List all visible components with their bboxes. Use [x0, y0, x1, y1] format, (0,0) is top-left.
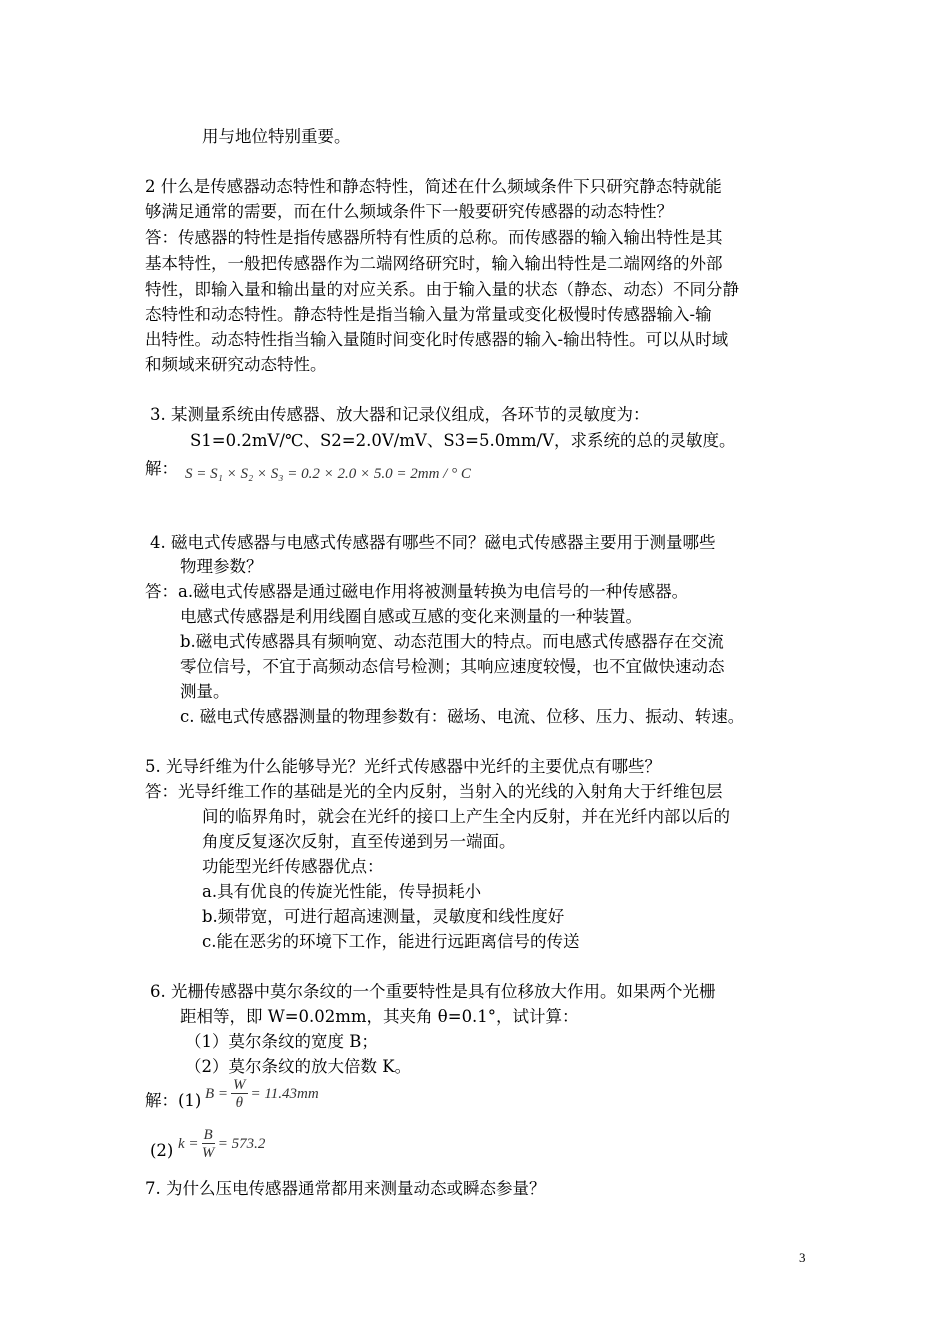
text-line: a.具有优良的传旋光性能，传导损耗小 [202, 882, 482, 901]
formula-sensitivity: S = S₁ × S₂ × S₃ = 0.2 × 2.0 × 5.0 = 2mm / ° C [185, 466, 471, 482]
solution-label: 解： [145, 459, 178, 478]
text-line: 态特性和动态特性。静态特性是指当输入量为常量或变化极慢时传感器输入-输 [145, 305, 712, 324]
text-line: 零位信号，不宜于高频动态信号检测；其响应速度较慢，也不宜做快速动态 [180, 657, 725, 676]
text-line: b.磁电式传感器具有频响宽、动态范围大的特点。而电感式传感器存在交流 [180, 632, 724, 651]
question-2: 2 什么是传感器动态特性和静态特性，简述在什么频域条件下只研究静态特就能 [145, 177, 722, 196]
solution-label: (2) [150, 1141, 174, 1160]
page-number: 3 [799, 1250, 806, 1265]
formula-moire-width [205, 1077, 319, 1112]
numerator: W [233, 1077, 246, 1093]
fraction [202, 1127, 215, 1162]
question-6: 6. 光栅传感器中莫尔条纹的一个重要特性是具有位移放大作用。如果两个光栅 [150, 982, 716, 1001]
text-line: 特性，即输入量和输出量的对应关系。由于输入量的状态（静态、动态）不同分静 [145, 280, 739, 299]
text-line: 电感式传感器是利用线圈自感或互感的变化来测量的一种装置。 [180, 607, 642, 626]
text-line: 物理参数？ [180, 557, 263, 576]
text-line: c. 磁电式传感器测量的物理参数有：磁场、电流、位移、压力、振动、转速。 [180, 707, 745, 726]
question-5: 5. 光导纤维为什么能够导光？光纤式传感器中光纤的主要优点有哪些？ [145, 757, 661, 776]
text-line: c.能在恶劣的环境下工作，能进行远距离信号的传送 [202, 932, 580, 951]
formula-rhs: = 573.2 [217, 1135, 266, 1152]
question-7: 7. 为什么压电传感器通常都用来测量动态或瞬态参量？ [145, 1179, 546, 1198]
fraction [231, 1077, 248, 1112]
denominator: W [201, 1145, 215, 1161]
question-4: 4. 磁电式传感器与电感式传感器有哪些不同？磁电式传感器主要用于测量哪些 [150, 533, 716, 552]
text-line: 测量。 [180, 682, 230, 701]
text-line: 出特性。动态特性指当输入量随时间变化时传感器的输入-输出特性。可以从时域 [145, 330, 729, 349]
text-line: 基本特性，一般把传感器作为二端网络研究时，输入输出特性是二端网络的外部 [145, 254, 723, 273]
text-line: 够满足通常的需要，而在什么频域条件下一般要研究传感器的动态特性？ [145, 202, 673, 221]
question-3: 3. 某测量系统由传感器、放大器和记录仪组成，各环节的灵敏度为： [150, 405, 650, 424]
formula-rhs: = 11.43mm [250, 1085, 319, 1102]
text-line: 和频域来研究动态特性。 [145, 355, 327, 374]
text-line: 距相等，即 W=0.02mm，其夹角 θ=0.1°，试计算： [180, 1007, 579, 1026]
text-line: 角度反复逐次反射，直至传递到另一端面。 [202, 832, 516, 851]
text-line: （2）莫尔条纹的放大倍数 K。 [185, 1057, 412, 1076]
numerator: B [203, 1127, 213, 1143]
denominator: θ [235, 1095, 243, 1111]
text-line: （1）莫尔条纹的宽度 B； [185, 1032, 378, 1051]
text-line: 用与地位特别重要。 [202, 127, 351, 146]
text-line: 功能型光纤传感器优点： [202, 857, 384, 876]
formula-lhs: B = [205, 1085, 229, 1102]
text-line: b.频带宽，可进行超高速测量，灵敏度和线性度好 [202, 907, 565, 926]
answer-5: 答：光导纤维工作的基础是光的全内反射，当射入的光线的入射角大于纤维包层 [145, 782, 723, 801]
solution-label: 解：(1) [145, 1091, 202, 1110]
text-line: 间的临界角时，就会在光纤的接口上产生全内反射，并在光纤内部以后的 [202, 807, 730, 826]
text-line: S1=0.2mV/℃、S2=2.0V/mV、S3=5.0mm/V，求系统的总的灵敏度。 [190, 431, 736, 450]
answer-4: 答：a.磁电式传感器是通过磁电作用将被测量转换为电信号的一种传感器。 [145, 582, 689, 601]
formula-magnification [178, 1127, 265, 1162]
formula-lhs: k = [178, 1135, 199, 1152]
answer-2: 答：传感器的特性是指传感器所特有性质的总称。而传感器的输入输出特性是其 [145, 228, 723, 247]
